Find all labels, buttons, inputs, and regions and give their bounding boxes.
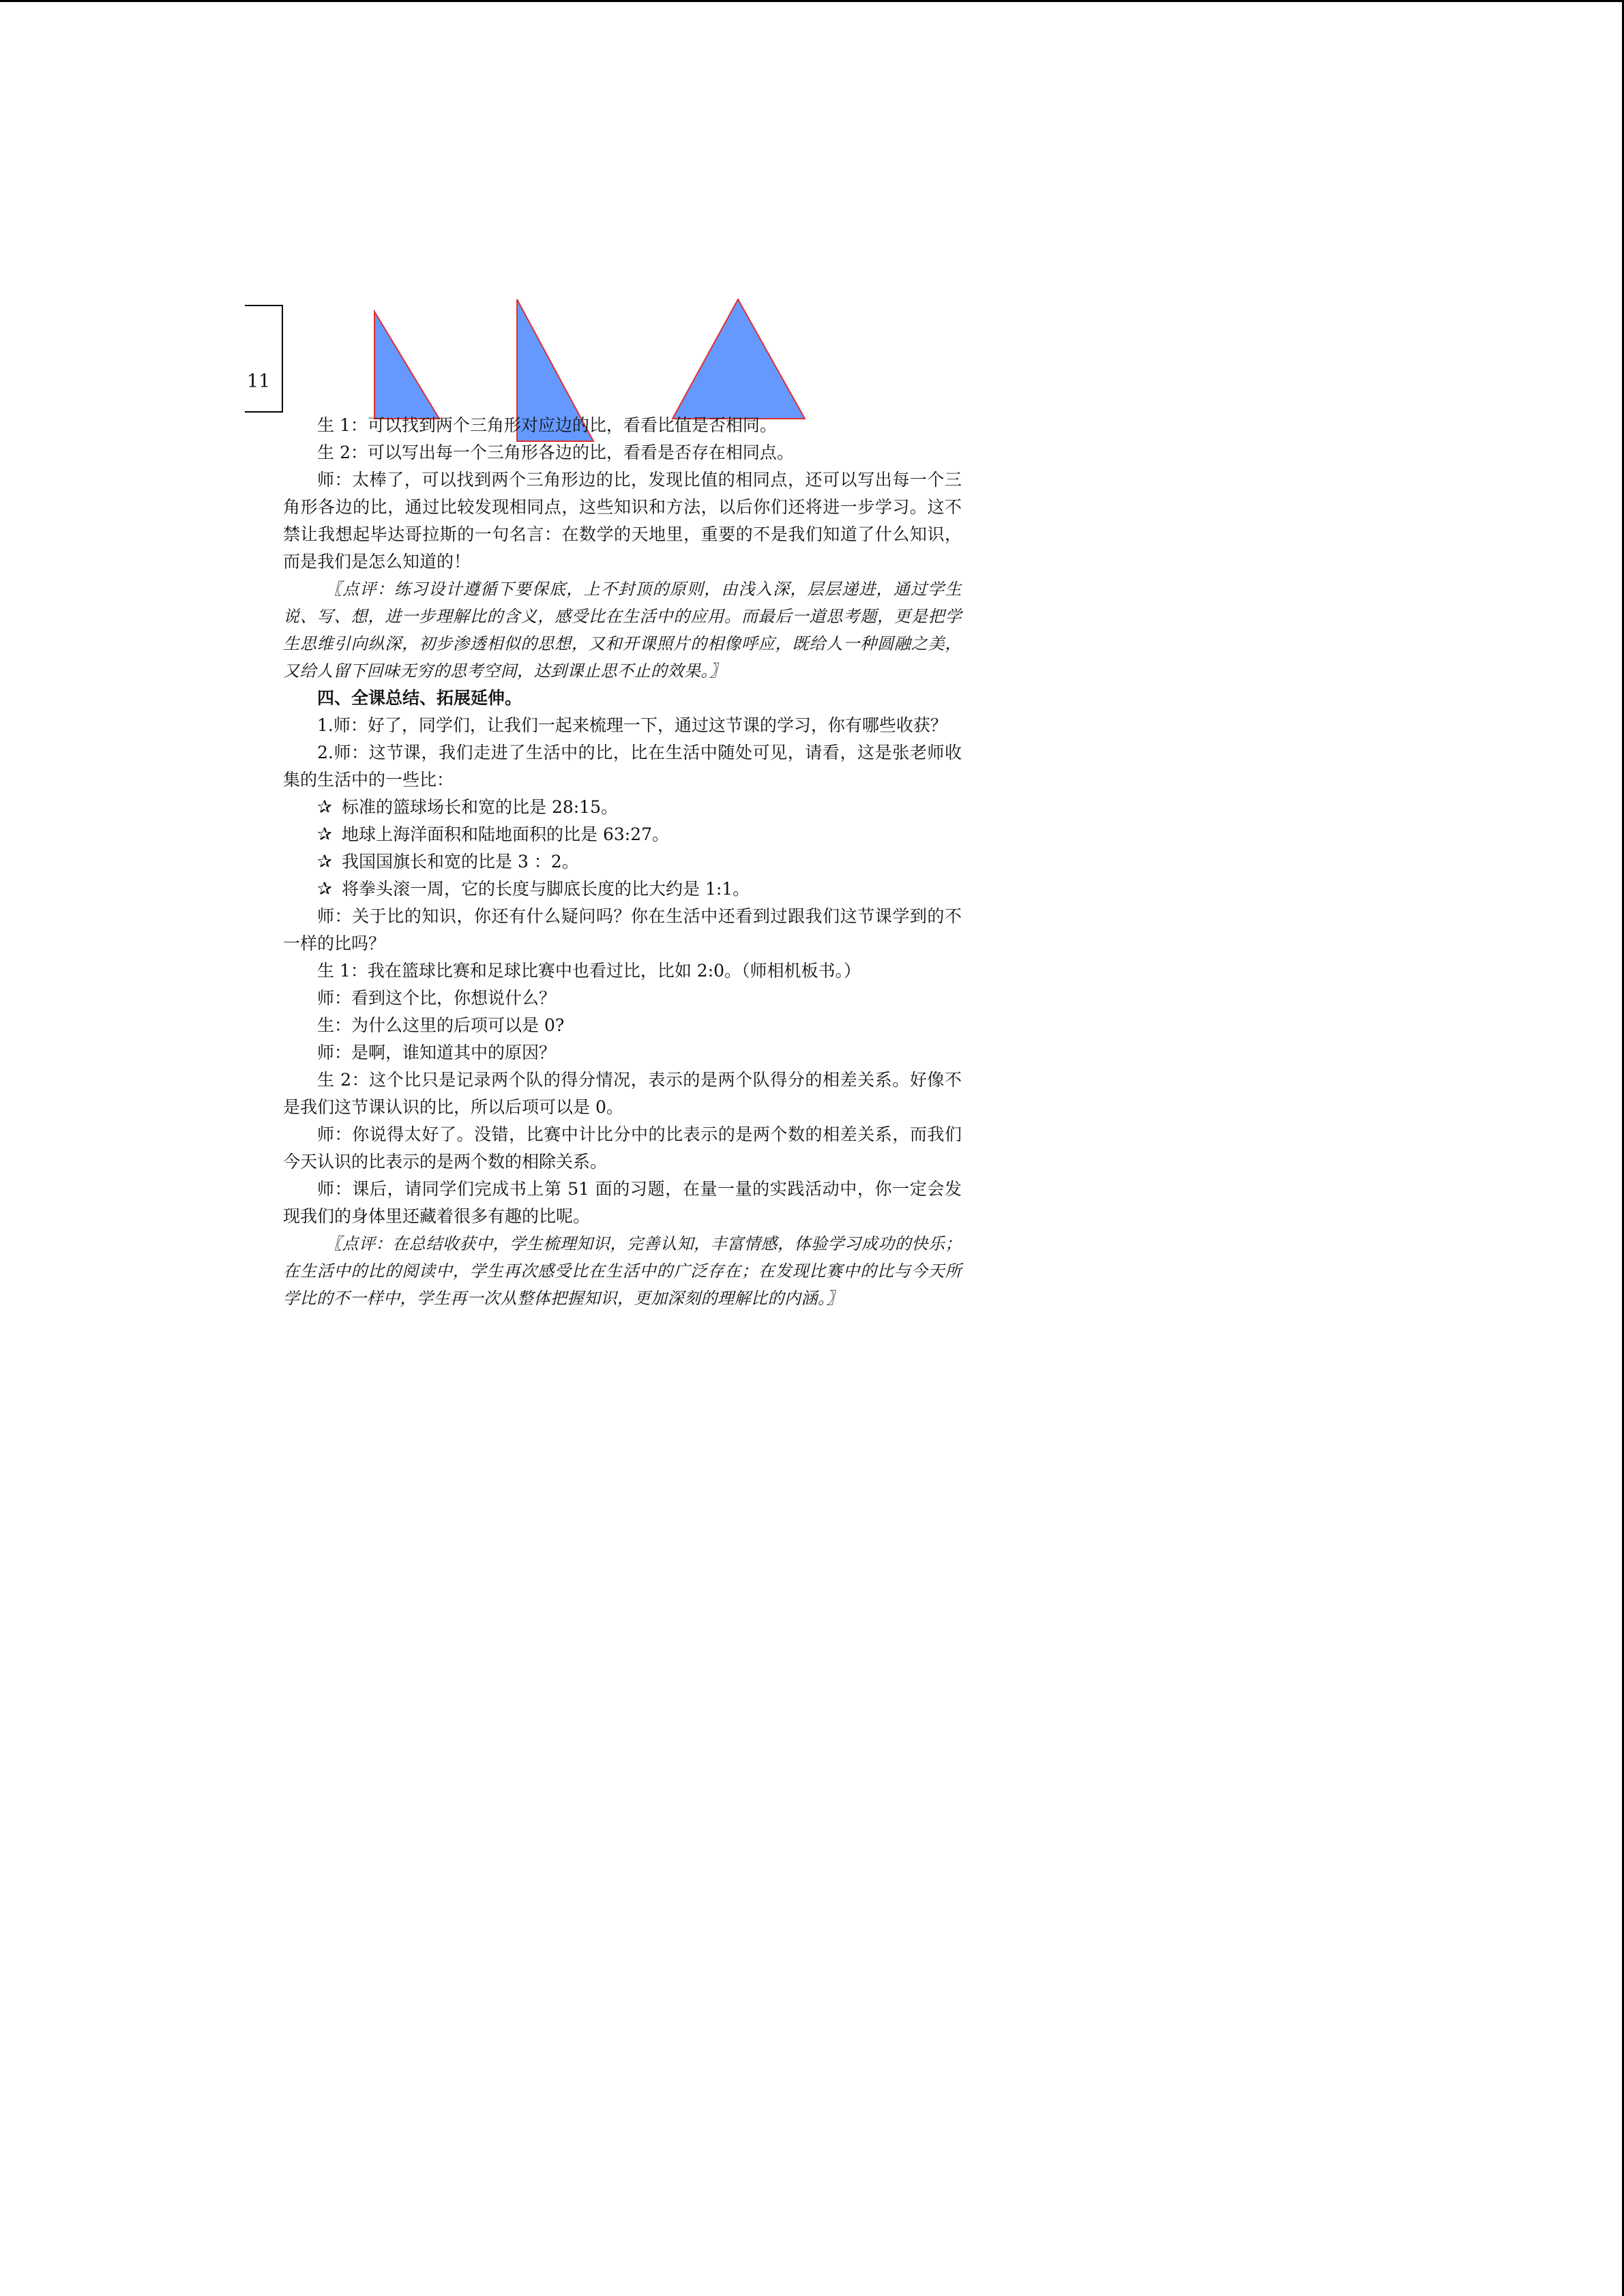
- student-1-line: 生 1：可以找到两个三角形对应边的比，看看比值是否相同。: [317, 415, 777, 435]
- teacher-ask-thought: 师：看到这个比，你想说什么？: [317, 988, 557, 1008]
- star-icon: ✰: [317, 852, 332, 872]
- star-icon: ✰: [317, 797, 332, 818]
- section-heading: 四、全课总结、拓展延伸。: [317, 688, 522, 708]
- teacher-who-knows: 师：是啊，谁知道其中的原因？: [317, 1043, 557, 1062]
- student-2-explain: 生 2：这个比只是记录两个队的得分情况，表示的是两个队得分的相差关系。好像不是我们这节课认识的比，所以后项可以是 0。: [283, 1070, 962, 1117]
- student-2-line: 生 2：可以写出每一个三角形各边的比，看看是否存在相同点。: [317, 443, 794, 462]
- summary-block: [283, 712, 962, 794]
- life-ratio-text: 地球上海洋面积和陆地面积的比是 63:27。: [342, 824, 669, 844]
- page-number: 11: [247, 371, 271, 392]
- page-number-bracket: [245, 305, 283, 413]
- teacher-praise: 师：太棒了，可以找到两个三角形边的比，发现比值的相同点，还可以写出每一个三角形各边的比，通过比较发现相同点，这些知识和方法，以后你们还将进一步学习。这不禁让我想起毕达哥拉斯的一句名言：在数学的天地里，重要的不是我们知道了什么知识，而是我们是怎么知道的！: [283, 470, 962, 571]
- comment-summary: 〖点评：在总结收获中，学生梳理知识，完善认知，丰富情感，体验学习成功的快乐；在生活中的比的阅读中，学生再次感受比在生活中的广泛存在；在发现比赛中的比与今天所学比的不一样中，学生再一次从整体把握知识，更加深刻的理解比的内涵。〗: [283, 1234, 962, 1308]
- life-ratio-text: 我国国旗长和宽的比是 3 ：2。: [342, 852, 579, 871]
- life-ratio-text: 将拳头滚一周，它的长度与脚底长度的比大约是 1:1。: [342, 879, 750, 899]
- triangle-small: [374, 312, 439, 419]
- star-icon: ✰: [317, 824, 332, 845]
- life-ratio-list: [283, 794, 962, 903]
- teacher-homework: 师：课后，请同学们完成书上第 51 面的习题，在量一量的实践活动中，你一定会发现我们的身体里还藏着很多有趣的比呢。: [283, 1179, 962, 1226]
- comment-practice: 〖点评：练习设计遵循下要保底，上不封顶的原则，由浅入深，层层递进，通过学生说、写、想，进一步理解比的含义，感受比在生活中的应用。而最后一道思考题，更是把学生思维引向纵深，初步渗透相似的思想，又和开课照片的相像呼应，既给人一种圆融之美，又给人留下回味无穷的思考空间，达到课止思不止的效果。〗: [283, 580, 962, 681]
- student-1-match: 生 1：我在篮球比赛和足球比赛中也看过比，比如 2:0。（师相机板书。）: [317, 961, 861, 981]
- teacher-question: 师：关于比的知识，你还有什么疑问吗？你在生活中还看到过跟我们这节课学到的不一样的比吗？: [283, 906, 962, 953]
- summary-question: 1.师：好了，同学们，让我们一起来梳理一下，通过这节课的学习，你有哪些收获？: [317, 715, 947, 735]
- student-why-zero: 生：为什么这里的后项可以是 0?: [317, 1015, 565, 1035]
- life-ratio-item: [283, 876, 962, 903]
- life-ratio-text: 标准的篮球场长和宽的比是 28:15。: [342, 797, 618, 817]
- dialogue-bottom: [283, 903, 962, 1230]
- life-ratio-item: [283, 794, 962, 821]
- life-ratios-intro: 2.师：这节课，我们走进了生活中的比，比在生活中随处可见，请看，这是张老师收集的生活中的一些比：: [283, 743, 962, 790]
- dialogue-top: [283, 412, 962, 576]
- life-ratio-item: [283, 821, 962, 848]
- star-icon: ✰: [317, 879, 332, 899]
- triangle-isosceles: [673, 299, 805, 419]
- document-body: [283, 412, 962, 1312]
- teacher-confirm: 师：你说得太好了。没错，比赛中计比分中的比表示的是两个数的相差关系，而我们今天认识的比表示的是两个数的相除关系。: [283, 1124, 962, 1172]
- life-ratio-item: [283, 848, 962, 876]
- top-border-line: [0, 0, 1624, 2]
